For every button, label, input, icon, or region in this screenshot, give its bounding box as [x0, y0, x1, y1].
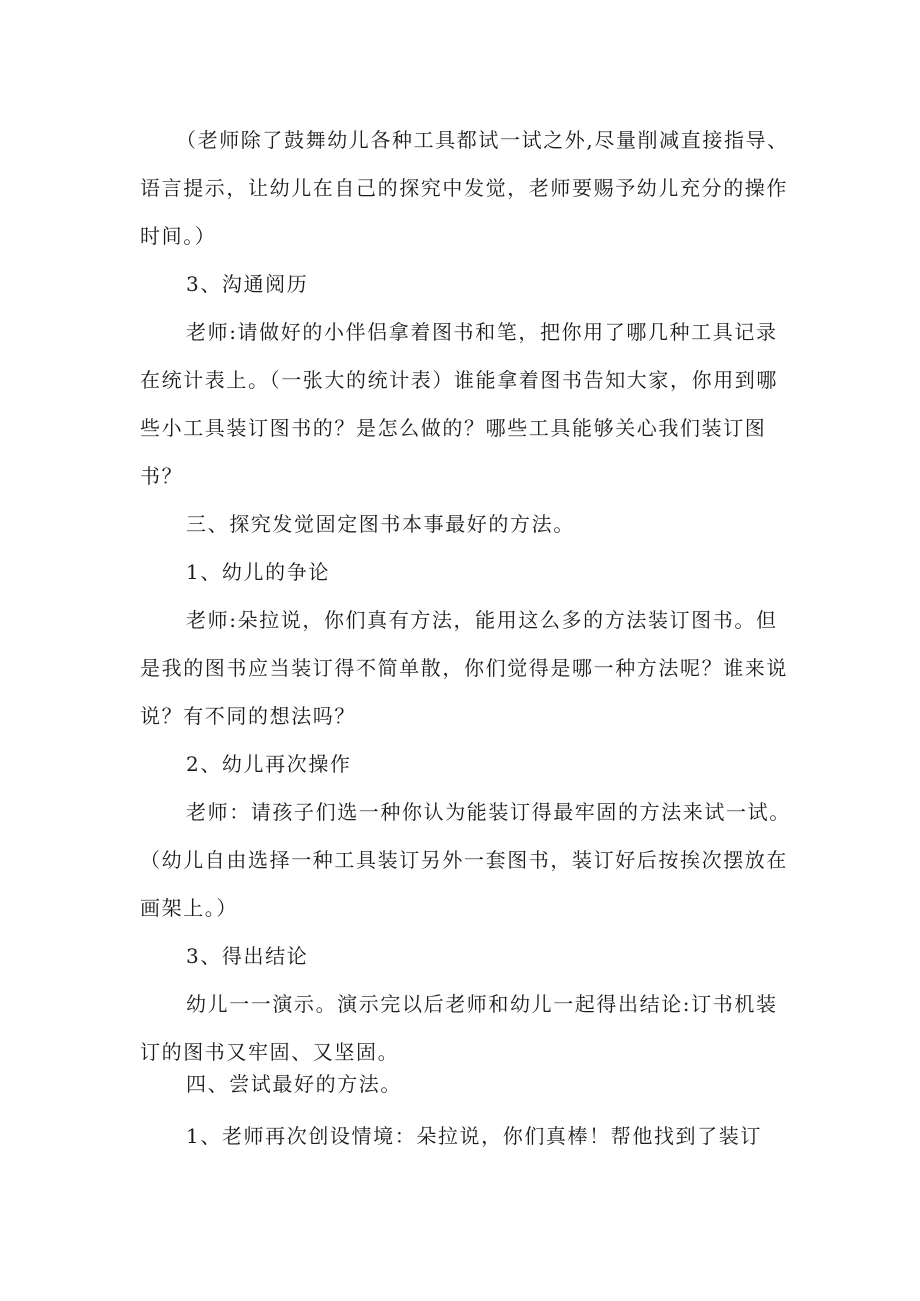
text-line-19: 幼儿一一演示。演示完以后老师和幼儿一起得出结论:订书机装	[186, 992, 778, 1016]
section-heading-1-discussion: 1、幼儿的争论	[186, 560, 330, 584]
text-line-3: 时间。）	[140, 224, 217, 248]
text-line-15: 老师：请孩子们选一种你认为能装订得最牢固的方法来试一试。	[186, 800, 791, 824]
text-line-8: 书？	[140, 464, 184, 488]
text-line-22: 1、老师再次创设情境：朵拉说，你们真棒！帮他找到了装订	[186, 1124, 762, 1148]
text-line-13: 说？有不同的想法吗？	[140, 704, 356, 728]
section-heading-three: 三、探究发觉固定图书本事最好的方法。	[186, 512, 575, 536]
text-line-1: （老师除了鼓舞幼儿各种工具都试一试之外,尽量削减直接指导、	[176, 128, 789, 152]
text-line-12: 是我的图书应当装订得不简单散，你们觉得是哪一种方法呢？谁来说	[140, 656, 788, 680]
text-line-6: 在统计表上。（一张大的统计表）谁能拿着图书告知大家，你用到哪	[140, 368, 778, 392]
text-line-17: 画架上。）	[140, 896, 238, 920]
section-heading-3-conclusion: 3、得出结论	[186, 944, 309, 968]
text-line-5: 老师:请做好的小伴侣拿着图书和笔，把你用了哪几种工具记录	[186, 320, 778, 344]
text-line-16: （幼儿自由选择一种工具装订另外一套图书，装订好后按挨次摆放在	[140, 848, 788, 872]
text-line-11: 老师:朵拉说，你们真有方法，能用这么多的方法装订图书。但	[186, 608, 778, 632]
text-line-2: 语言提示，让幼儿在自己的探究中发觉，老师要赐予幼儿充分的操作	[140, 176, 788, 200]
section-heading-3-communicate: 3、沟通阅历	[186, 272, 309, 296]
section-heading-2-operate: 2、幼儿再次操作	[186, 752, 352, 776]
text-line-7: 些小工具装订图书的？是怎么做的？哪些工具能够关心我们装订图	[140, 416, 767, 440]
text-line-20: 订的图书又牢固、又坚固。	[140, 1040, 400, 1064]
section-heading-four: 四、尝试最好的方法。	[186, 1072, 402, 1096]
